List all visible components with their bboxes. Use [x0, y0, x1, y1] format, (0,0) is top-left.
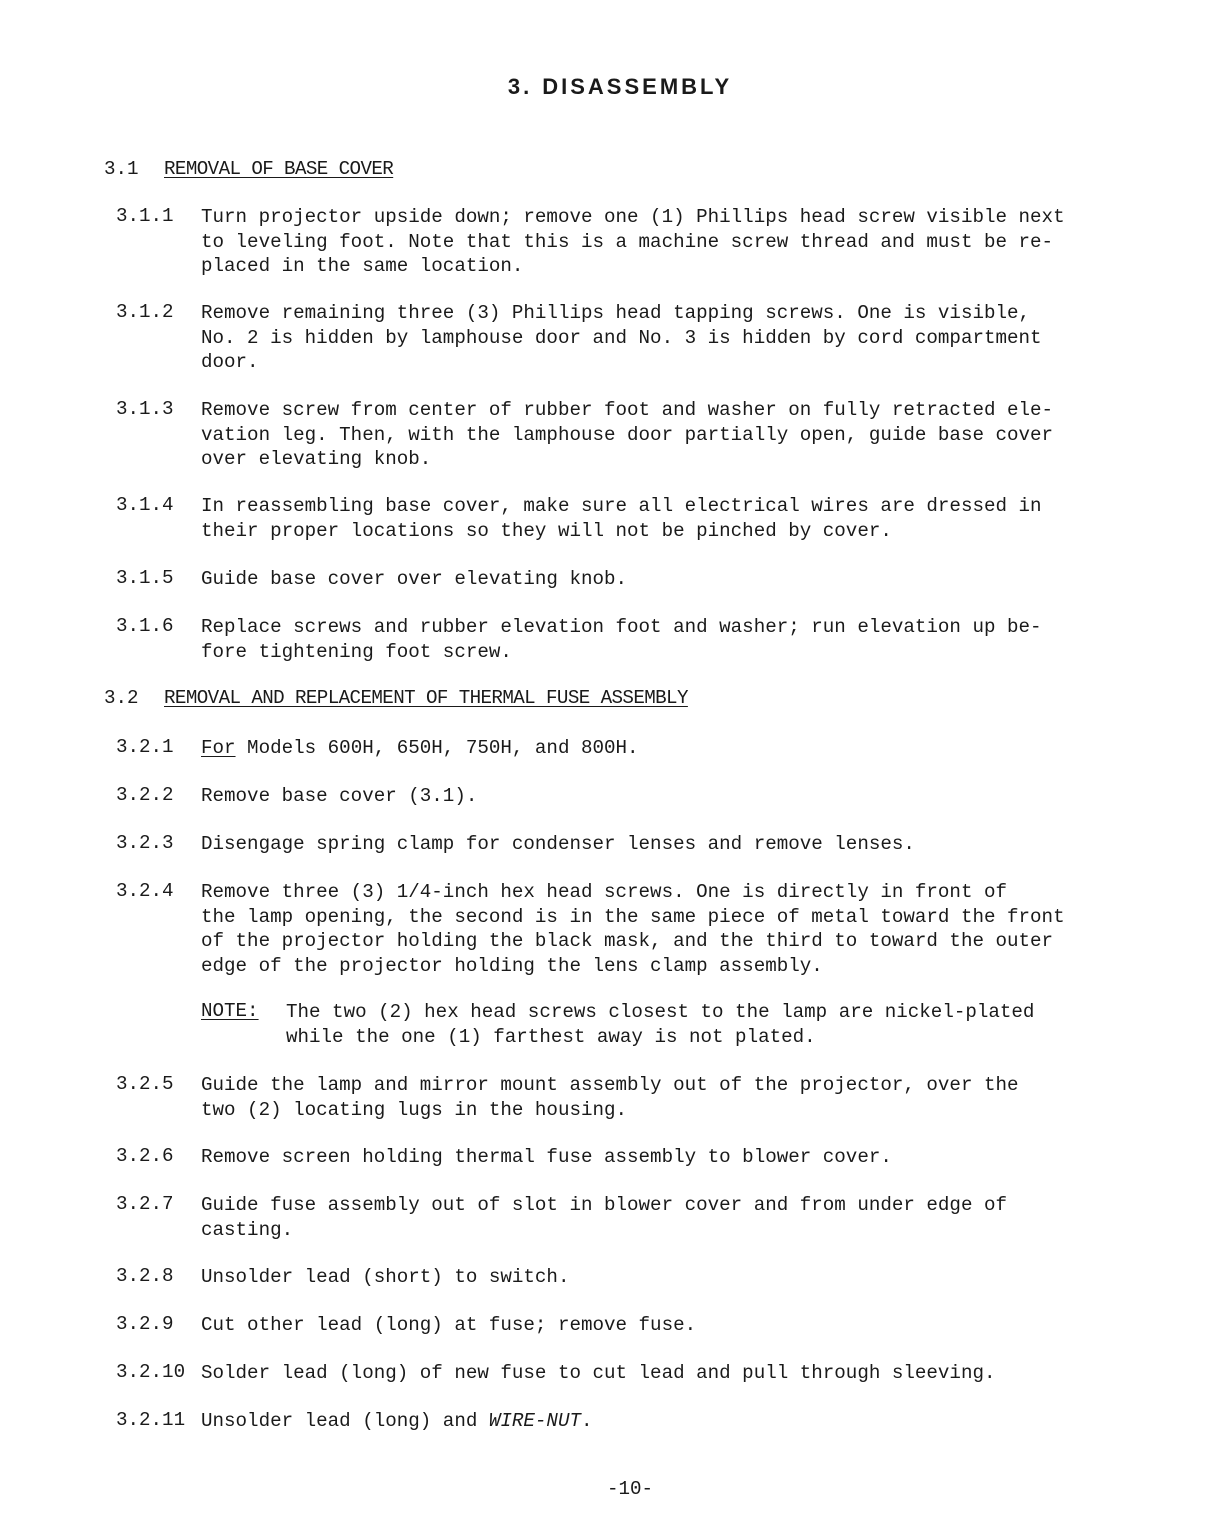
item-3-2-10	[116, 1361, 1126, 1386]
item-3-1-6	[116, 615, 1126, 664]
section-number: 3.1	[104, 158, 139, 180]
item-3-2-2	[116, 784, 1126, 809]
item-text: Remove screen holding thermal fuse assembly to blower cover.	[201, 1146, 892, 1168]
title-text: DISASSEMBLY	[542, 74, 733, 99]
item-number: 3.2.4	[116, 880, 174, 902]
item-text: Guide fuse assembly out of slot in blower cover and from under edge of casting.	[201, 1194, 1008, 1241]
item-number: 3.2.9	[116, 1313, 174, 1335]
item-text: Unsolder lead (short) to switch.	[201, 1266, 570, 1288]
section-title: REMOVAL AND REPLACEMENT OF THERMAL FUSE ASSEMBLY	[164, 687, 688, 709]
item-3-2-1	[116, 736, 1126, 761]
item-3-2-8	[116, 1265, 1126, 1290]
item-3-1-2	[116, 301, 1126, 375]
item-3-2-9	[116, 1313, 1126, 1338]
item-text: Remove base cover (3.1).	[201, 785, 478, 807]
item-text: Remove remaining three (3) Phillips head tapping screws. One is visible, No. 2 is hidden by lamphouse door and No. 3 is hidden by cord compartment door.	[201, 302, 1042, 373]
item-number: 3.1.3	[116, 398, 174, 420]
item-italic-term: WIRE-NUT	[488, 1410, 581, 1432]
item-number: 3.2.5	[116, 1073, 174, 1095]
item-text: Remove screw from center of rubber foot and washer on fully retracted ele- vation leg. Then, with the lamphouse door partially open, guide base cover over elevating knob.	[201, 399, 1054, 470]
item-text	[201, 1409, 1126, 1434]
item-number: 3.1.6	[116, 615, 174, 637]
item-number: 3.2.3	[116, 832, 174, 854]
item-3-1-3	[116, 398, 1126, 472]
item-number: 3.1.4	[116, 494, 174, 516]
item-text: Replace screws and rubber elevation foot and washer; run elevation up be- fore tightening foot screw.	[201, 616, 1042, 663]
item-number: 3.2.7	[116, 1193, 174, 1215]
item-text: Guide the lamp and mirror mount assembly out of the projector, over the two (2) locating lugs in the housing.	[201, 1074, 1019, 1121]
item-suffix: .	[580, 1410, 593, 1432]
item-prefix: For	[201, 737, 236, 759]
item-text: Cut other lead (long) at fuse; remove fuse.	[201, 1314, 697, 1336]
item-body: Models 600H, 650H, 750H, and 800H.	[235, 737, 639, 759]
item-number: 3.2.11	[116, 1409, 186, 1431]
section-heading-3-1	[104, 158, 393, 180]
item-text: Turn projector upside down; remove one (1) Phillips head screw visible next to leveling foot. Note that this is a machine screw thread and must be re- placed in the same location.	[201, 206, 1065, 277]
note-text: The two (2) hex head screws closest to the lamp are nickel-plated while the one (1) farthest away is not plated.	[286, 1001, 1035, 1048]
item-number: 3.2.2	[116, 784, 174, 806]
item-number: 3.1.2	[116, 301, 174, 323]
item-number: 3.2.1	[116, 736, 174, 758]
item-body: Unsolder lead (long) and	[201, 1410, 489, 1432]
item-text: Solder lead (long) of new fuse to cut lead and pull through sleeving.	[201, 1362, 996, 1384]
item-3-1-1	[116, 205, 1126, 279]
item-text: In reassembling base cover, make sure all electrical wires are dressed in their proper locations so they will not be pinched by cover.	[201, 495, 1042, 542]
item-3-2-4	[116, 880, 1126, 978]
section-heading-3-2	[104, 687, 688, 709]
item-text: Guide base cover over elevating knob.	[201, 568, 628, 590]
item-text	[201, 736, 1126, 761]
item-text: Disengage spring clamp for condenser lenses and remove lenses.	[201, 833, 915, 855]
title-number: 3.	[507, 74, 533, 99]
item-3-2-5	[116, 1073, 1126, 1122]
section-title: REMOVAL OF BASE COVER	[164, 158, 394, 180]
page-title	[0, 74, 1224, 100]
item-number: 3.2.8	[116, 1265, 174, 1287]
item-number: 3.2.6	[116, 1145, 174, 1167]
item-3-2-3	[116, 832, 1126, 857]
item-number: 3.1.1	[116, 205, 174, 227]
item-3-1-5	[116, 567, 1126, 592]
item-3-1-4	[116, 494, 1126, 543]
page-number: -10-	[606, 1478, 654, 1500]
item-3-2-11	[116, 1409, 1126, 1434]
section-number: 3.2	[104, 687, 139, 709]
item-number: 3.2.10	[116, 1361, 186, 1383]
note-label: NOTE:	[201, 1000, 259, 1022]
item-3-2-6	[116, 1145, 1126, 1170]
item-number: 3.1.5	[116, 567, 174, 589]
item-text: Remove three (3) 1/4-inch hex head screws. One is directly in front of the lamp opening, the second is in the same piece of metal toward the front of the projector holding the black mask, and the third to toward the outer edge of the projector holding the lens clamp assembly.	[201, 881, 1065, 977]
note-block	[201, 1000, 1101, 1049]
item-3-2-7	[116, 1193, 1126, 1242]
